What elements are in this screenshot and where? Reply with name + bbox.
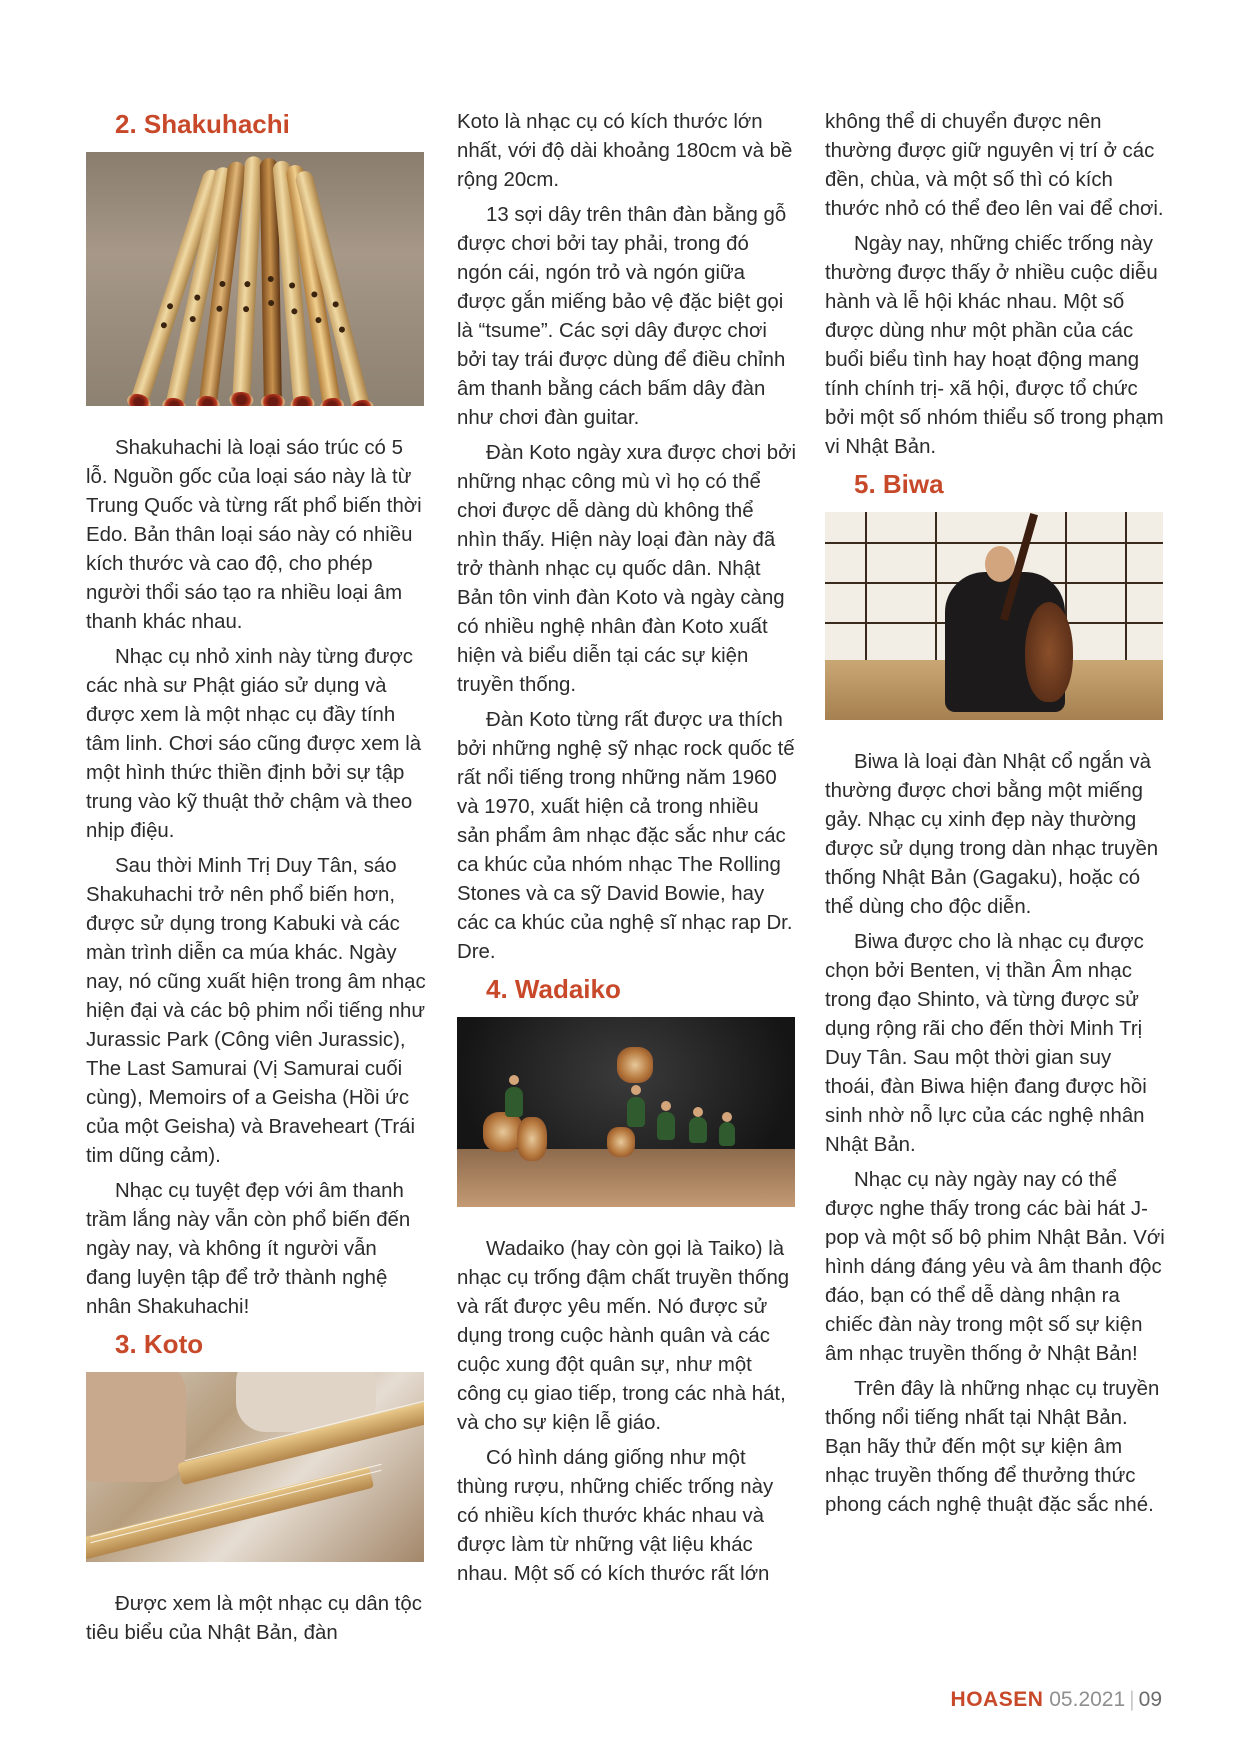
wadaiko-photo: [457, 1017, 795, 1207]
player: [505, 1087, 523, 1117]
player: [627, 1097, 645, 1127]
section-heading-koto: 3. Koto: [115, 1329, 204, 1359]
issue-date: 05.2021: [1049, 1688, 1126, 1711]
paragraph: Có hình dáng giống như một thùng rượu, những chiếc trống này có nhiều kích thước khác nhau và được làm từ những vật liệu khác nhau. Một số có kích thước rất lớn: [457, 1447, 774, 1585]
paragraph: Nhạc cụ này ngày nay có thể được nghe thấy trong các bài hát J-pop và một số bộ phim Nhật Bản. Với hình dáng đáng yêu và âm thanh độc đáo, bạn có thể dễ dàng nhận ra chiếc đàn này trong một số sự kiện âm nhạc truyền thống ở Nhật Bản!: [825, 1169, 1165, 1365]
biwa-photo: [825, 512, 1163, 720]
paragraph: Đàn Koto ngày xưa được chơi bởi những nhạc công mù vì họ có thể chơi được dễ dàng dù không thể nhìn thấy. Hiện này loại đàn này đã trở thành nhạc cụ quốc dân. Nhật Bản tôn vinh đàn Koto và ngày càng có nhiều nghệ nhân đàn Koto xuất hiện và biểu diễn tại các sự kiện truyền thống.: [457, 442, 796, 696]
player-head: [509, 1075, 519, 1085]
paragraph: không thể di chuyển được nên thường được giữ nguyên vị trí ở các đền, chùa, và một số thì có kích thước nhỏ có thể đeo lên vai để chơi.: [825, 111, 1164, 220]
page-number: 09: [1138, 1688, 1162, 1711]
paragraph: Được xem là một nhạc cụ dân tộc tiêu biểu của Nhật Bản, đàn: [86, 1593, 422, 1644]
player-head: [693, 1107, 703, 1117]
paragraph: Nhạc cụ nhỏ xinh này từng được các nhà sư Phật giáo sử dụng và được xem là một nhạc cụ đầy tính tâm linh. Chơi sáo cũng được xem là một hình thức thiền định bởi sự tập trung vào kỹ thuật thở chậm và theo nhịp điệu.: [86, 646, 422, 842]
stage-floor: [457, 1149, 795, 1207]
column-1: [86, 108, 426, 1654]
shoji-frame: [1125, 512, 1127, 662]
paragraph: Nhạc cụ tuyệt đẹp với âm thanh trầm lắng này vẫn còn phổ biến đến ngày nay, và không ít người vẫn đang luyện tập để trở thành nghệ nhân Shakuhachi!: [86, 1180, 411, 1318]
paragraph: 13 sợi dây trên thân đàn bằng gỗ được chơi bởi tay phải, trong đó ngón cái, ngón trỏ và ngón giữa được gắn miếng bảo vệ đặc biệt gọi là “tsume”. Các sợi dây được chơi bởi tay trái được dùng để điều chỉnh âm thanh bằng cách bấm dây đàn như chơi đàn guitar.: [457, 204, 787, 429]
footer-separator: |: [1129, 1688, 1135, 1711]
paragraph: Trên đây là những nhạc cụ truyền thống nổi tiếng nhất tại Nhật Bản. Bạn hãy thử đến một sự kiện âm nhạc truyền thống để thưởng thức phong cách nghệ thuật đặc sắc nhé.: [825, 1378, 1160, 1516]
player: [657, 1112, 675, 1140]
section-heading-shakuhachi: 2. Shakuhachi: [115, 109, 290, 139]
shakuhachi-photo: [86, 152, 424, 406]
paragraph: Wadaiko (hay còn gọi là Taiko) là nhạc cụ trống đậm chất truyền thống và rất được yêu mến. Nó được sử dụng trong cuộc hành quân và các cuộc xung đột quân sự, như một công cụ giao tiếp, trong các nhà hát, và cho sự kiện lễ giáo.: [457, 1238, 790, 1434]
section-heading-biwa: 5. Biwa: [854, 469, 944, 499]
shoji-frame: [825, 542, 1163, 544]
drum: [607, 1127, 635, 1157]
page-footer: [951, 1687, 1162, 1713]
paragraph: Koto là nhạc cụ có kích thước lớn nhất, với độ dài khoảng 180cm và bề rộng 20cm.: [457, 111, 793, 191]
paragraph: Biwa là loại đàn Nhật cổ ngắn và thường được chơi bằng một miếng gảy. Nhạc cụ xinh đẹp này thường được sử dụng trong dàn nhạc truyền thống Nhật Bản (Gagaku), hoặc có thể dùng cho độc diễn.: [825, 751, 1159, 918]
paragraph: Ngày nay, những chiếc trống này thường được thấy ở nhiều cuộc diễu hành và lễ hội khác nhau. Một số được dùng như một phần của các buổi biểu tình hay hoạt động mang tính chính trị- xã hội, được tổ chức bởi một số nhóm thiểu số trong phạm vi Nhật Bản.: [825, 233, 1164, 458]
player: [719, 1122, 735, 1146]
player-face: [985, 546, 1015, 582]
section-heading-wadaiko: 4. Wadaiko: [486, 974, 621, 1004]
player-head: [722, 1112, 732, 1122]
player: [689, 1117, 707, 1143]
player-head: [661, 1101, 671, 1111]
biwa-body: [1025, 602, 1073, 702]
koto-photo: [86, 1372, 424, 1562]
player-head: [631, 1085, 641, 1095]
paragraph: Biwa được cho là nhạc cụ được chọn bởi Benten, vị thần Âm nhạc trong đạo Shinto, và từng được sử dụng rộng rãi cho đến thời Minh Trị Duy Tân. Sau một thời gian suy thoái, đàn Biwa hiện đang được hồi sinh nhờ nỗ lực của các nghệ nhân Nhật Bản.: [825, 931, 1147, 1156]
magazine-brand: HOASEN: [950, 1688, 1044, 1711]
big-drum: [617, 1047, 653, 1083]
paragraph: Shakuhachi là loại sáo trúc có 5 lỗ. Nguồn gốc của loại sáo này là từ Trung Quốc và từng rất phổ biến thời Edo. Bản thân loại sáo này có nhiều kích thước và cao độ, cho phép người thổi sáo tạo ra nhiều loại âm thanh khác nhau.: [86, 437, 422, 633]
shoji-frame: [935, 512, 937, 662]
column-3: [825, 108, 1165, 1526]
column-2: [457, 108, 797, 1595]
drum: [517, 1117, 547, 1161]
paragraph: Sau thời Minh Trị Duy Tân, sáo Shakuhachi trở nên phổ biến hơn, được sử dụng trong Kabuki và các màn trình diễn ca múa khác. Ngày nay, nó cũng xuất hiện trong âm nhạc hiện đại và các bộ phim nổi tiếng như Jurassic Park (Công viên Jurassic), The Last Samurai (Vị Samurai cuối cùng), Memoirs of a Geisha (Hồi ức của một Geisha) và Braveheart (Trái tim dũng cảm).: [86, 855, 426, 1167]
shoji-frame: [865, 512, 867, 662]
kimono-shape: [86, 1372, 186, 1482]
paragraph: Đàn Koto từng rất được ưa thích bởi những nghệ sỹ nhạc rock quốc tế rất nổi tiếng trong những năm 1960 và 1970, xuất hiện cả trong nhiều sản phẩm âm nhạc đặc sắc như các ca khúc của nhóm nhạc The Rolling Stones và ca sỹ David Bowie, hay các ca khúc của nghệ sĩ nhạc rap Dr. Dre.: [457, 709, 795, 963]
